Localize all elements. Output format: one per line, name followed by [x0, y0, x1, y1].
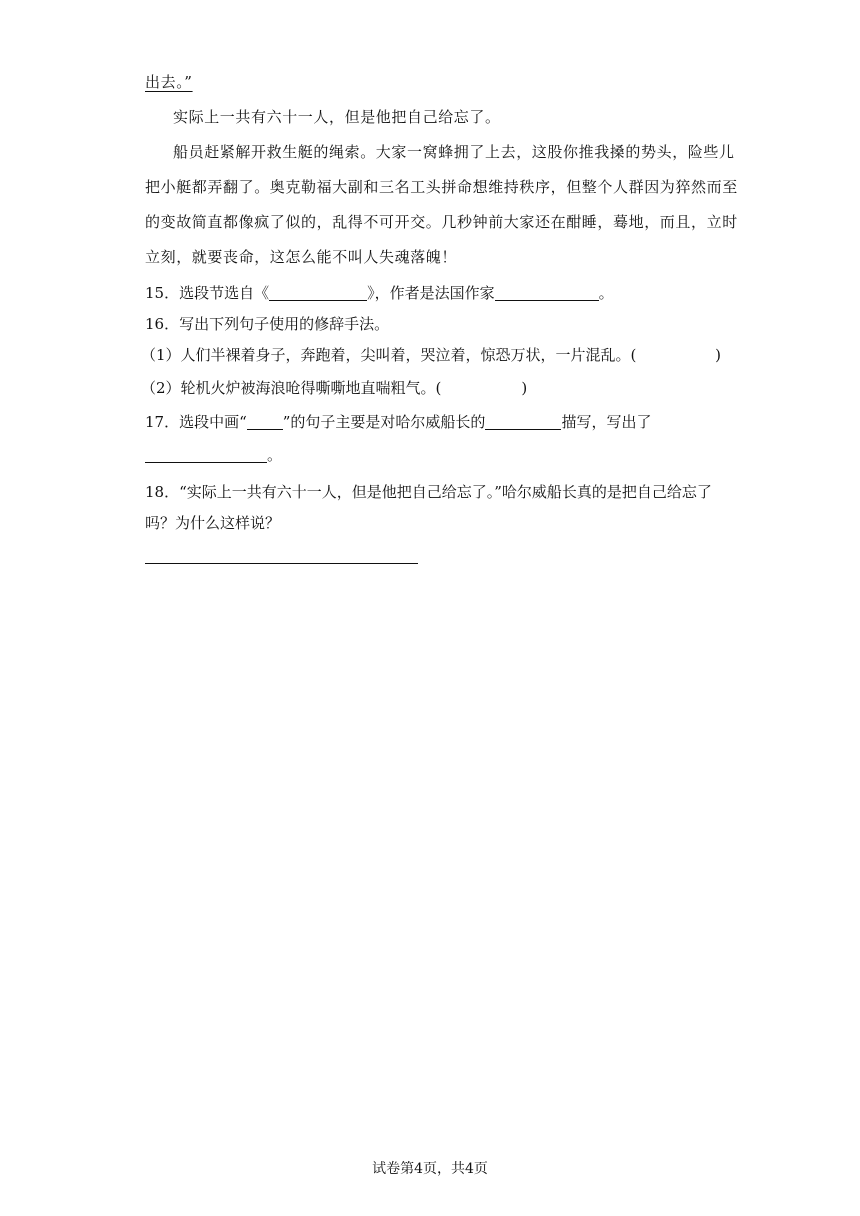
question-15: [145, 283, 720, 303]
q15-blank-author[interactable]: [495, 286, 599, 301]
q17-text-b: ”的句子主要是对哈尔威船长的: [282, 413, 486, 431]
question-16-title: 16．写出下列句子使用的修辞手法。: [145, 315, 390, 333]
question-16-item-1: [141, 345, 721, 365]
q16-paren-close-1: ): [715, 346, 721, 364]
q18-answer-line[interactable]: [145, 563, 418, 564]
q17-blank-meaning[interactable]: [145, 448, 267, 463]
passage-line-4: 把小艇都弄翻了。奥克勒福大副和三名工头拼命想维持秩序，但整个人群因为猝然而至: [145, 178, 738, 196]
q17-text-d: 。: [267, 446, 283, 464]
passage-line-5: 的变故简直都像疯了似的，乱得不可开交。几秒钟前大家还在酣睡，蓦地，而且，立时: [145, 213, 738, 231]
q15-text-b: 》，作者是法国作家: [367, 284, 495, 302]
q17-blank-description[interactable]: [485, 415, 561, 430]
page-footer: 试卷第4页，共4页: [372, 1161, 488, 1177]
passage-line-3: 船员赶紧解开救生艇的绳索。大家一窝蜂拥了上去，这股你推我搡的势头，险些儿: [173, 143, 735, 161]
passage-line-2: 实际上一共有六十一人，但是他把自己给忘了。: [173, 108, 501, 126]
question-17: [145, 412, 720, 432]
q15-text-a: 15．选段节选自《: [145, 284, 270, 302]
q17-text-a: 17．选段中画“: [145, 413, 247, 431]
q17-underline-sample: [247, 415, 283, 430]
passage-line-6: 立刻，就要丧命，这怎么能不叫人失魂落魄！: [145, 248, 458, 266]
passage-line-1: 出去。”: [145, 73, 193, 91]
q17-text-c: 描写，写出了: [561, 413, 652, 431]
question-16-item-2: [141, 378, 716, 398]
question-18-line-2: 吗？为什么这样说？: [145, 514, 281, 532]
q15-blank-title[interactable]: [269, 286, 367, 301]
q16-sentence-2: （2）轮机火炉被海浪呛得嘶嘶地直喘粗气。(: [141, 379, 442, 397]
q16-sentence-1: （1）人们半裸着身子，奔跑着，尖叫着，哭泣着，惊恐万状，一片混乱。(: [141, 346, 637, 364]
q15-text-c: 。: [598, 284, 614, 302]
question-18-line-1: 18．“实际上一共有六十一人，但是他把自己给忘了。”哈尔威船长真的是把自己给忘了: [145, 483, 712, 501]
q16-paren-close-2: ): [521, 379, 528, 397]
question-17-line-2: [145, 445, 720, 465]
